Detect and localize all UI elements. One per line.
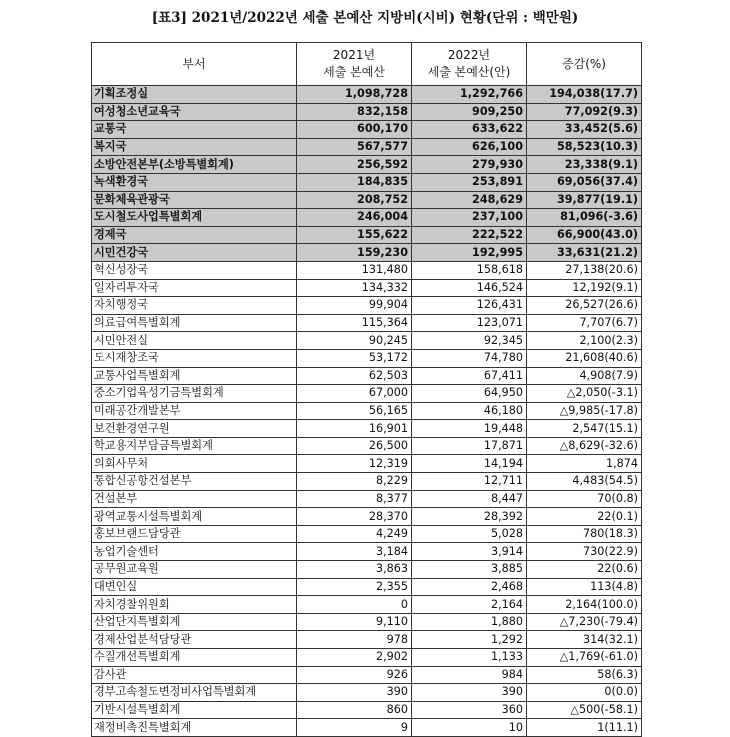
row-2022: 74,780 [412,349,527,367]
row-2021: 155,622 [297,226,412,244]
row-2022: 10 [412,719,527,737]
row-dept: 수질개선특별회계 [92,649,297,667]
row-change: 194,038(17.7) [527,86,642,104]
row-dept: 기획조정실 [92,86,297,104]
row-change: 27,138(20.6) [527,261,642,279]
row-2021: 0 [297,596,412,614]
row-dept: 도시재창조국 [92,349,297,367]
row-2022: 17,871 [412,437,527,455]
row-2021: 9 [297,719,412,737]
row-change: 39,877(19.1) [527,191,642,209]
row-2022: 126,431 [412,297,527,315]
row-2021: 1,098,728 [297,86,412,104]
table-row [92,261,642,279]
row-change: △8,629(-32.6) [527,437,642,455]
header-2022-year: 2022년 [447,48,491,62]
row-change: 12,192(9.1) [527,279,642,297]
table-row [92,86,642,104]
row-dept: 혁신성장국 [92,261,297,279]
row-2021: 26,500 [297,437,412,455]
row-2021: 62,503 [297,367,412,385]
row-2021: 115,364 [297,314,412,332]
row-2021: 2,355 [297,578,412,596]
table-row [92,455,642,473]
table-row [92,631,642,649]
row-change: 70(0.8) [527,490,642,508]
row-dept: 의회사무처 [92,455,297,473]
row-2021: 9,110 [297,613,412,631]
row-2022: 64,950 [412,385,527,403]
row-dept: 녹색환경국 [92,173,297,191]
table-row [92,473,642,491]
row-change: 0(0.0) [527,684,642,702]
row-change: 66,900(43.0) [527,226,642,244]
row-change: 2,100(2.3) [527,332,642,350]
table-row [92,543,642,561]
row-2022: 3,885 [412,561,527,579]
row-2022: 92,345 [412,332,527,350]
row-dept: 감사관 [92,666,297,684]
row-change: 4,483(54.5) [527,473,642,491]
table-row [92,719,642,737]
row-2022: 633,622 [412,121,527,139]
row-2021: 159,230 [297,244,412,262]
row-change: 780(18.3) [527,525,642,543]
table-title: [표3] 2021년/2022년 세출 본예산 지방비(시비) 현황(단위 : 백만원) [151,10,579,26]
row-2022: 19,448 [412,420,527,438]
row-dept: 중소기업육성기금특별회계 [92,385,297,403]
row-2021: 208,752 [297,191,412,209]
row-2022: 222,522 [412,226,527,244]
row-2021: 978 [297,631,412,649]
row-2022: 237,100 [412,209,527,227]
row-change: 1,874 [527,455,642,473]
table-row [92,578,642,596]
row-change: △500(-58.1) [527,701,642,719]
header-2021-year: 2021년 [332,48,376,62]
table-row [92,561,642,579]
row-2021: 67,000 [297,385,412,403]
row-2021: 8,229 [297,473,412,491]
table-row [92,191,642,209]
budget-table [91,42,642,737]
row-change: 2,164(100.0) [527,596,642,614]
row-change: 730(22.9) [527,543,642,561]
row-change: 58,523(10.3) [527,138,642,156]
row-change: 22(0.6) [527,561,642,579]
table-row [92,226,642,244]
row-2021: 53,172 [297,349,412,367]
row-dept: 미래공간개발본부 [92,402,297,420]
table-row [92,367,642,385]
row-2021: 832,158 [297,103,412,121]
table-row [92,402,642,420]
row-2022: 279,930 [412,156,527,174]
row-2021: 600,170 [297,121,412,139]
row-2021: 926 [297,666,412,684]
row-2022: 253,891 [412,173,527,191]
table-row [92,490,642,508]
table-row [92,649,642,667]
row-dept: 광역교통시설특별회계 [92,508,297,526]
table-row [92,666,642,684]
row-2022: 14,194 [412,455,527,473]
row-dept: 의료급여특별회계 [92,314,297,332]
row-2021: 2,902 [297,649,412,667]
row-dept: 시민건강국 [92,244,297,262]
row-change: 4,908(7.9) [527,367,642,385]
row-2022: 248,629 [412,191,527,209]
row-2021: 56,165 [297,402,412,420]
row-dept: 교통국 [92,121,297,139]
row-2021: 131,480 [297,261,412,279]
row-dept: 재정비촉진특별회계 [92,719,297,737]
row-2022: 8,447 [412,490,527,508]
table-row [92,385,642,403]
row-dept: 홍보브랜드담당관 [92,525,297,543]
row-dept: 산업단지특별회계 [92,613,297,631]
table-row [92,420,642,438]
row-2021: 4,249 [297,525,412,543]
row-change: 21,608(40.6) [527,349,642,367]
row-dept: 기반시설특별회계 [92,701,297,719]
row-2022: 1,292 [412,631,527,649]
row-change: 81,096(-3.6) [527,209,642,227]
row-2021: 8,377 [297,490,412,508]
header-change: 증감(%) [527,43,642,86]
row-dept: 통합신공항건설본부 [92,473,297,491]
row-2022: 2,164 [412,596,527,614]
row-change: 7,707(6.7) [527,314,642,332]
row-2021: 16,901 [297,420,412,438]
table-row [92,508,642,526]
row-2021: 184,835 [297,173,412,191]
row-2022: 1,133 [412,649,527,667]
row-2021: 99,904 [297,297,412,315]
row-2021: 246,004 [297,209,412,227]
table-row [92,297,642,315]
row-dept: 학교용지부담금특별회계 [92,437,297,455]
row-change: 22(0.1) [527,508,642,526]
table-body [92,86,642,737]
table-row [92,332,642,350]
row-dept: 교통사업특별회계 [92,367,297,385]
row-change: 69,056(37.4) [527,173,642,191]
row-change: 314(32.1) [527,631,642,649]
row-change: 113(4.8) [527,578,642,596]
table-row [92,156,642,174]
table-row [92,437,642,455]
row-2022: 146,524 [412,279,527,297]
row-2022: 2,468 [412,578,527,596]
row-2022: 46,180 [412,402,527,420]
row-2021: 28,370 [297,508,412,526]
row-2022: 626,100 [412,138,527,156]
header-2022-sub: 세출 본예산(안) [427,65,511,79]
table-row [92,173,642,191]
row-2021: 567,577 [297,138,412,156]
table-row [92,314,642,332]
row-2022: 1,880 [412,613,527,631]
row-change: 33,452(5.6) [527,121,642,139]
row-change: 1(11.1) [527,719,642,737]
row-change: 2,547(15.1) [527,420,642,438]
table-row [92,684,642,702]
table-row [92,244,642,262]
row-dept: 소방안전본부(소방특별회계) [92,156,297,174]
table-row [92,701,642,719]
row-dept: 일자리투자국 [92,279,297,297]
table-row [92,525,642,543]
row-change: 33,631(21.2) [527,244,642,262]
row-dept: 여성청소년교육국 [92,103,297,121]
row-change: 23,338(9.1) [527,156,642,174]
row-2022: 909,250 [412,103,527,121]
table-row [92,103,642,121]
row-dept: 건설본부 [92,490,297,508]
row-change: △1,769(-61.0) [527,649,642,667]
row-dept: 공무원교육원 [92,561,297,579]
row-2021: 90,245 [297,332,412,350]
table-header [92,43,642,86]
row-dept: 자치경찰위원회 [92,596,297,614]
row-change: 26,527(26.6) [527,297,642,315]
row-dept: 자치행정국 [92,297,297,315]
row-2022: 12,711 [412,473,527,491]
row-dept: 시민안전실 [92,332,297,350]
table-row [92,121,642,139]
row-2022: 3,914 [412,543,527,561]
row-dept: 대변인실 [92,578,297,596]
row-change: 58(6.3) [527,666,642,684]
row-dept: 복지국 [92,138,297,156]
table-row [92,138,642,156]
row-2021: 860 [297,701,412,719]
row-dept: 농업기술센터 [92,543,297,561]
row-change: △2,050(-3.1) [527,385,642,403]
row-dept: 경제산업분석담당관 [92,631,297,649]
row-2021: 3,863 [297,561,412,579]
row-2022: 28,392 [412,508,527,526]
row-2022: 67,411 [412,367,527,385]
row-dept: 문화체육관광국 [92,191,297,209]
table-row [92,613,642,631]
row-dept: 경제국 [92,226,297,244]
row-dept: 경부고속철도변정비사업특별회계 [92,684,297,702]
row-change: △9,985(-17.8) [527,402,642,420]
header-2021-sub: 세출 본예산 [323,65,385,79]
row-2021: 3,184 [297,543,412,561]
row-2022: 390 [412,684,527,702]
row-change: 77,092(9.3) [527,103,642,121]
row-2022: 158,618 [412,261,527,279]
row-dept: 보건환경연구원 [92,420,297,438]
row-2022: 123,071 [412,314,527,332]
row-2022: 5,028 [412,525,527,543]
row-2021: 134,332 [297,279,412,297]
header-2022 [412,43,527,86]
row-2021: 390 [297,684,412,702]
row-dept: 도시철도사업특별회계 [92,209,297,227]
table-row [92,596,642,614]
row-2022: 192,995 [412,244,527,262]
row-2021: 256,592 [297,156,412,174]
table-row [92,279,642,297]
row-2022: 1,292,766 [412,86,527,104]
row-2022: 360 [412,701,527,719]
header-dept: 부서 [92,43,297,86]
row-2021: 12,319 [297,455,412,473]
table-row [92,349,642,367]
row-change: △7,230(-79.4) [527,613,642,631]
table-row [92,209,642,227]
row-2022: 984 [412,666,527,684]
header-2021 [297,43,412,86]
